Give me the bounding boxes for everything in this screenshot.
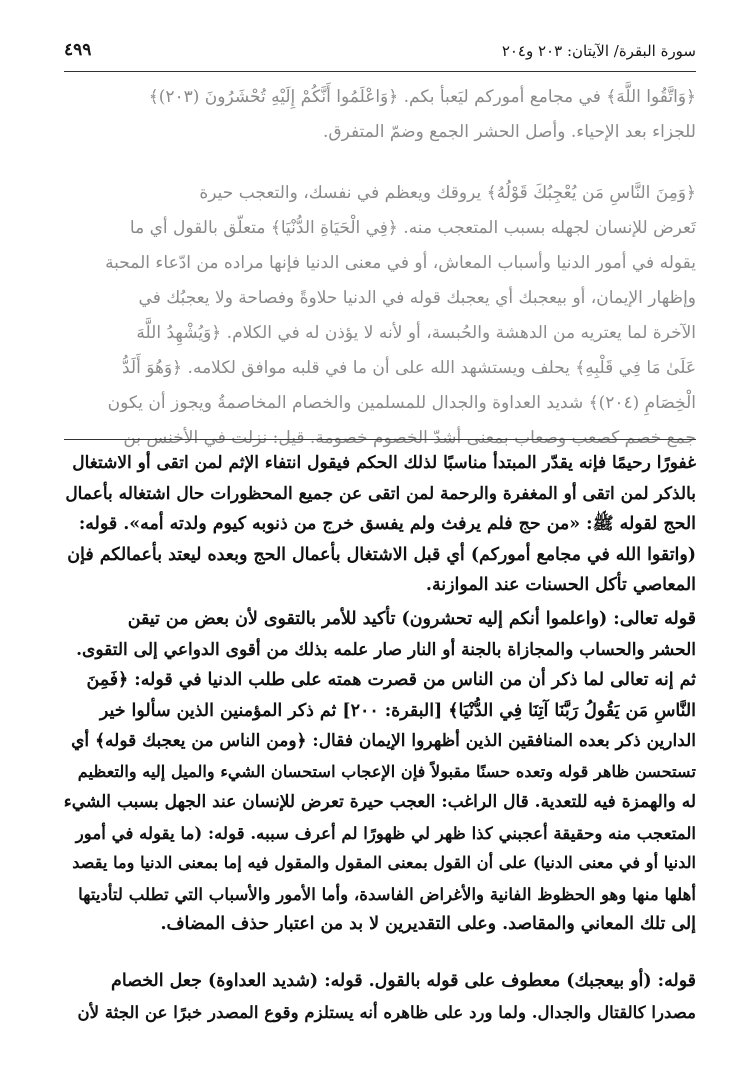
matn-line: ﴿وَاتَّقُوا اللَّهَ﴾ في مجامع أموركم ليَعبأ بكم. ﴿وَاعْلَمُوا أَنَّكُمْ إِلَيْهِ تُحْشَرُونَ (٢٠٣)﴾ xyxy=(148,87,696,107)
running-title: سورة البقرة/ الآيتان: ٢٠٣ و٢٠٤ xyxy=(501,42,696,60)
sharh-line: غفورًا رحيمًا فإنه يقدّر المبتدأ مناسبًا لذلك الحكم فيقول انتفاء الإثم لمن اتقى أو الاشتغال xyxy=(72,453,696,473)
sharh-line: النَّاسِ مَن يَقُولُ رَبَّنَا آتِنَا فِي الدُّنْيَا﴾ [البقرة: ٢٠٠] ثم ذكر المؤمنين الذين سألوا خير xyxy=(99,700,696,721)
sharh-line: تستحسن ظاهر قوله وتعده حسنًا مقبولاً فإن الإعجاب استحسان الشيء والميل إليه والتعظيم xyxy=(77,761,696,781)
sharh-line: الحج لقوله ﷺ: «من حج فلم يرفث ولم يفسق خرج من ذنوبه كيوم ولدته أمه». قوله: xyxy=(78,514,696,534)
sharh-line: أهلها منها وهو الحظوظ الفانية والأغراض الفاسدة، وأما الأمور والأسباب التي تطلب لتأديتها xyxy=(78,883,696,904)
sharh-line: المعاصي تأكل الحسنات عند الموازنة. xyxy=(425,575,696,595)
matn-line: وإظهار الإيمان، أو بيعجبك أي يعجبك قوله في الدنيا حلاوةً وفصاحة ولا يعجبُك في xyxy=(138,288,696,308)
matn-line: عَلَىٰ مَا فِي قَلْبِهِ﴾ يحلف ويستشهد الله على أن ما في قلبه موافق لكلامه. ﴿وَهُوَ أَلَدُّ xyxy=(122,358,696,378)
matn-line: ﴿وَمِنَ النَّاسِ مَن يُعْجِبُكَ قَوْلُهُ﴾ يروقك ويعظم في نفسك، والتعجب حيرة xyxy=(199,183,696,203)
page-header xyxy=(64,36,696,68)
page-number: ٤٩٩ xyxy=(64,40,92,60)
matn-line: تَعرض للإنسان لجهله بسبب المتعجب منه. ﴿فِي الْحَيَاةِ الدُّنْيَا﴾ متعلّق بالقول أي ما xyxy=(129,218,696,238)
matn-line: جمع خصم كصعب وصعاب بمعنى أشدّ الخصوم خصومة. قيل: نزلت في الأخنس بن xyxy=(123,428,696,448)
matn-block-1 xyxy=(64,80,696,150)
section-divider xyxy=(64,439,696,440)
matn-line: الآخرة لما يعتريه من الدهشة والحُبسة، أو لأنه لا يؤذن له في الكلام. ﴿وَيُشْهِدُ اللَّهَ xyxy=(136,323,696,343)
sharh-paragraph-3 xyxy=(64,966,696,1027)
matn-line: للجزاء بعد الإحياء. وأصل الحشر الجمع وضمّ المتفرق. xyxy=(322,122,696,142)
matn-block-2 xyxy=(64,176,696,456)
sharh-line: الدارين ذكر بعده المنافقين الذين أظهروا الإيمان فقال: ﴿ومن الناس من يعجبك قوله﴾ أي xyxy=(71,731,696,751)
sharh-line: الحشر والحساب والمجازاة بالجنة أو النار صار علمه بذلك من أقوى الدواعي إلى التقوى. xyxy=(76,639,696,660)
matn-line: يقوله في أمور الدنيا وأسباب المعاش، أو في معنى الدنيا فإنها مراده من ادّعاء المحبة xyxy=(105,253,696,273)
header-rule xyxy=(64,71,696,72)
sharh-line: مصدرا كالقتال والجدال. ولما ورد على ظاهره أنه يستلزم وقوع المصدر خبرًا عن الجثة لأن xyxy=(77,1001,696,1022)
sharh-line: قوله تعالى: (واعلموا أنكم إليه تحشرون) تأكيد للأمر بالتقوى لأن بعض من تيقن xyxy=(127,609,696,629)
sharh-line: ثم إنه تعالى لما ذكر أن من الناس من قصرت همته على طلب الدنيا في قوله: ﴿فَمِنَ xyxy=(86,670,696,690)
sharh-paragraph-2 xyxy=(64,604,696,940)
sharh-line: إلى تلك المعاني والمقاصد. وعلى التقديرين لا بد من اعتبار حذف المضاف. xyxy=(160,914,696,934)
sharh-line: المتعجب منه وحقيقة أعجبني كذا ظهر لي ظهورًا لم أعرف سببه. قوله: (ما يقوله في أمور xyxy=(75,822,696,843)
sharh-line: له والهمزة فيه للتعدية. قال الراغب: العجب حيرة تعرض للإنسان عند الجهل بسبب الشيء xyxy=(63,792,696,812)
sharh-line: قوله: (أو بيعجبك) معطوف على قوله بالقول. قوله: (شديد العداوة) جعل الخصام xyxy=(111,971,696,991)
sharh-line: بالذكر لمن اتقى أو المغفرة والرحمة لمن اتقى عن جميع المحظورات حال اشتغاله بأعمال xyxy=(65,483,696,504)
sharh-line: الدنيا أو في معنى الدنيا) على أن القول بمعنى المقول والمقول فيه إما بمعنى الدنيا وما يقصد xyxy=(72,853,696,872)
matn-line: الْخِصَامِ (٢٠٤)﴾ شديد العداوة والجدال للمسلمين والخصام المخاصمةُ ويجوز أن يكون xyxy=(107,393,696,413)
sharh-paragraph-1 xyxy=(64,448,696,601)
sharh-line: (واتقوا الله في مجامع أموركم) أي قبل الاشتغال بأعمال الحج وبعده ليعتد بأعمالكم فإن xyxy=(67,544,696,565)
